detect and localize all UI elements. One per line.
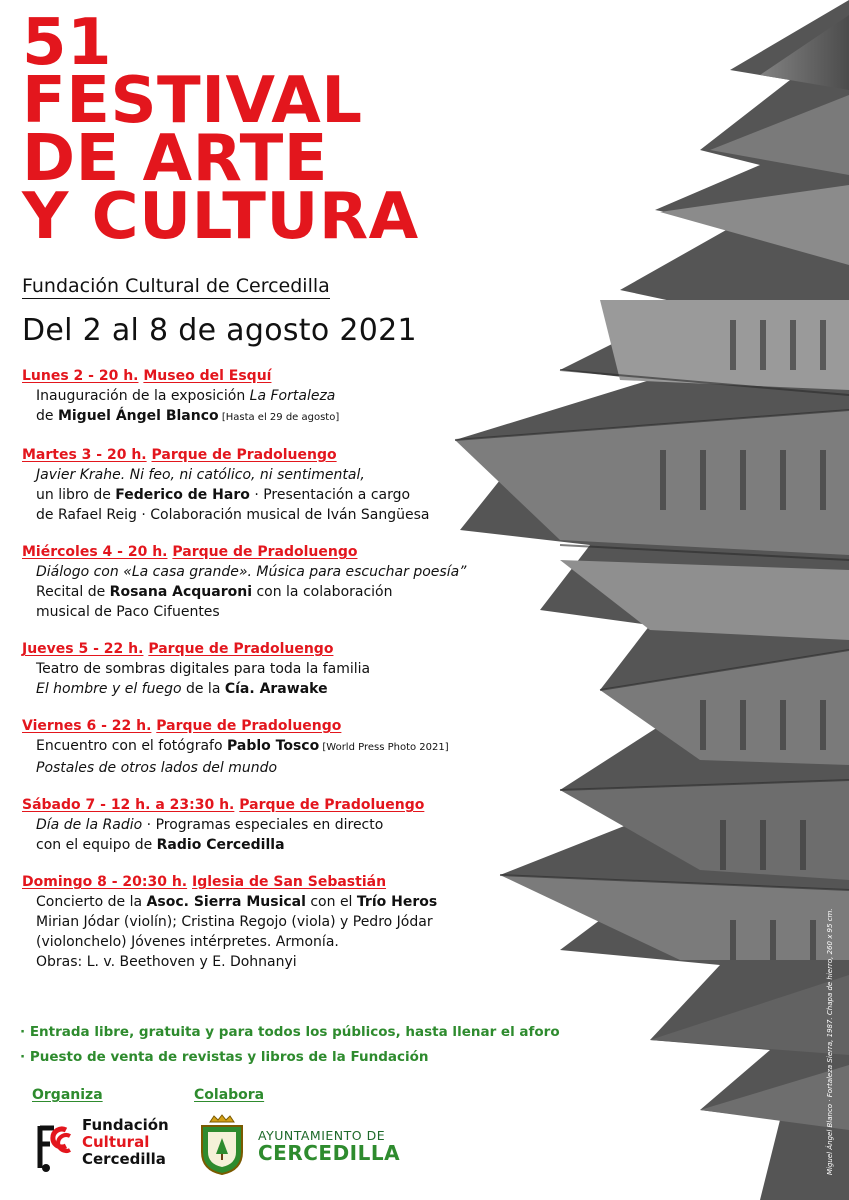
event-when: Viernes 6 - 22 h. xyxy=(22,718,152,734)
town-crest-icon xyxy=(196,1114,248,1176)
ayuntamiento-name: CERCEDILLA xyxy=(258,1141,401,1165)
program-title: Día de la Radio xyxy=(36,817,143,833)
event-tuesday xyxy=(22,445,522,525)
event-line xyxy=(22,659,522,679)
radio-name: Radio Cercedilla xyxy=(156,837,285,853)
play-title: El hombre y el fuego xyxy=(36,681,182,697)
event-sunday xyxy=(22,872,522,972)
colabora-label: Colabora xyxy=(194,1087,265,1103)
event-line xyxy=(22,758,522,778)
talk-title: Postales de otros lados del mundo xyxy=(36,760,278,776)
event-when: Lunes 2 - 20 h. xyxy=(22,368,139,384)
fundacion-line-2: Cultural xyxy=(82,1133,150,1151)
event-line xyxy=(22,952,522,972)
event-place: Parque de Pradoluengo xyxy=(172,544,358,560)
text: musical de Paco Cifuentes xyxy=(36,604,220,620)
text: con el xyxy=(305,894,357,910)
event-line xyxy=(22,602,522,622)
event-place: Parque de Pradoluengo xyxy=(148,641,334,657)
event-header xyxy=(22,366,522,386)
event-when: Martes 3 - 20 h. xyxy=(22,447,147,463)
event-line xyxy=(22,406,522,428)
festival-title xyxy=(22,6,419,254)
text: Concierto de la xyxy=(36,894,147,910)
text: con el equipo de xyxy=(36,837,157,853)
book-title: Javier Krahe. Ni feo, ni católico, ni sentimental, xyxy=(36,467,365,483)
ayuntamiento-label: AYUNTAMIENTO DE xyxy=(258,1128,386,1143)
fundacion-logo-text xyxy=(82,1117,169,1168)
fundacion-line-1: Fundación xyxy=(82,1116,169,1134)
event-line xyxy=(22,485,522,505)
events-list xyxy=(22,366,522,989)
event-line xyxy=(22,582,522,602)
text: de la xyxy=(181,681,225,697)
event-when: Jueves 5 - 22 h. xyxy=(22,641,144,657)
event-saturday xyxy=(22,795,522,855)
event-wednesday xyxy=(22,542,522,622)
event-line xyxy=(22,505,522,525)
note: [World Press Photo 2021] xyxy=(319,742,449,753)
event-header xyxy=(22,716,522,736)
photographer-name: Pablo Tosco xyxy=(226,738,320,754)
event-header xyxy=(22,542,522,562)
event-line xyxy=(22,386,522,406)
event-header xyxy=(22,795,522,815)
event-line xyxy=(22,932,522,952)
event-line xyxy=(22,835,522,855)
show-title: Diálogo con «La casa grande». Música para escuchar poesía” xyxy=(36,564,467,580)
note-free-entry: · Entrada libre, gratuita y para todos los públicos, hasta llenar el aforo xyxy=(20,1024,560,1040)
fundacion-line-3: Cercedilla xyxy=(82,1150,166,1168)
event-line xyxy=(22,679,522,699)
title-line-4: Y CULTURA xyxy=(22,180,419,254)
text: de Rafael Reig · Colaboración musical de Iván Sangüesa xyxy=(36,507,430,523)
event-place: Parque de Pradoluengo xyxy=(156,718,342,734)
event-when: Miércoles 4 - 20 h. xyxy=(22,544,168,560)
artwork-credit: Miguel Ángel Blanco · Fortaleza Sierra, 1987. Chapa de hierro, 260 x 95 cm. xyxy=(826,908,834,1175)
event-friday xyxy=(22,716,522,778)
text: · Presentación a cargo xyxy=(249,487,411,503)
notes xyxy=(20,1020,560,1070)
event-place: Museo del Esquí xyxy=(143,368,272,384)
author-name: Federico de Haro xyxy=(115,487,250,503)
text: de xyxy=(36,408,58,424)
title-line-2: FESTIVAL xyxy=(22,64,363,138)
text: Inauguración de la exposición xyxy=(36,388,250,404)
note: [Hasta el 29 de agosto] xyxy=(218,412,340,423)
event-place: Parque de Pradoluengo xyxy=(239,797,425,813)
text: Mirian Jódar (violín); Cristina Regojo (viola) y Pedro Jódar xyxy=(36,914,433,930)
text: Recital de xyxy=(36,584,110,600)
event-line xyxy=(22,892,522,912)
event-thursday xyxy=(22,639,522,699)
event-line xyxy=(22,736,522,758)
association-name: Asoc. Sierra Musical xyxy=(146,894,306,910)
text: Obras: L. v. Beethoven y E. Dohnanyi xyxy=(36,954,297,970)
title-line-1: 51 xyxy=(22,6,113,80)
artist-name: Miguel Ángel Blanco xyxy=(57,408,219,424)
note-book-stand: · Puesto de venta de revistas y libros de la Fundación xyxy=(20,1049,429,1065)
exhibition-title: La Fortaleza xyxy=(249,388,336,404)
company-name: Cía. Arawake xyxy=(224,681,328,697)
text: Teatro de sombras digitales para toda la familia xyxy=(36,661,371,677)
text: con la colaboración xyxy=(252,584,393,600)
text: Encuentro con el fotógrafo xyxy=(36,738,227,754)
organizer-subtitle: Fundación Cultural de Cercedilla xyxy=(22,275,330,297)
event-place: Parque de Pradoluengo xyxy=(151,447,337,463)
event-header xyxy=(22,445,522,465)
event-header xyxy=(22,639,522,659)
organiza-label: Organiza xyxy=(32,1087,103,1103)
event-header xyxy=(22,872,522,892)
text: (violonchelo) Jóvenes intérpretes. Armonía. xyxy=(36,934,339,950)
event-line xyxy=(22,465,522,485)
text: un libro de xyxy=(36,487,116,503)
event-line xyxy=(22,562,522,582)
event-when: Sábado 7 - 12 h. a 23:30 h. xyxy=(22,797,235,813)
event-line xyxy=(22,815,522,835)
poet-name: Rosana Acquaroni xyxy=(109,584,252,600)
festival-dates: Del 2 al 8 de agosto 2021 xyxy=(22,313,417,348)
text: · Programas especiales en directo xyxy=(142,817,384,833)
title-line-3: DE ARTE xyxy=(22,122,328,196)
event-when: Domingo 8 - 20:30 h. xyxy=(22,874,188,890)
event-line xyxy=(22,912,522,932)
trio-name: Trío Heros xyxy=(356,894,438,910)
fcc-logo-icon xyxy=(30,1116,76,1176)
event-monday xyxy=(22,366,522,428)
event-place: Iglesia de San Sebastián xyxy=(192,874,387,890)
